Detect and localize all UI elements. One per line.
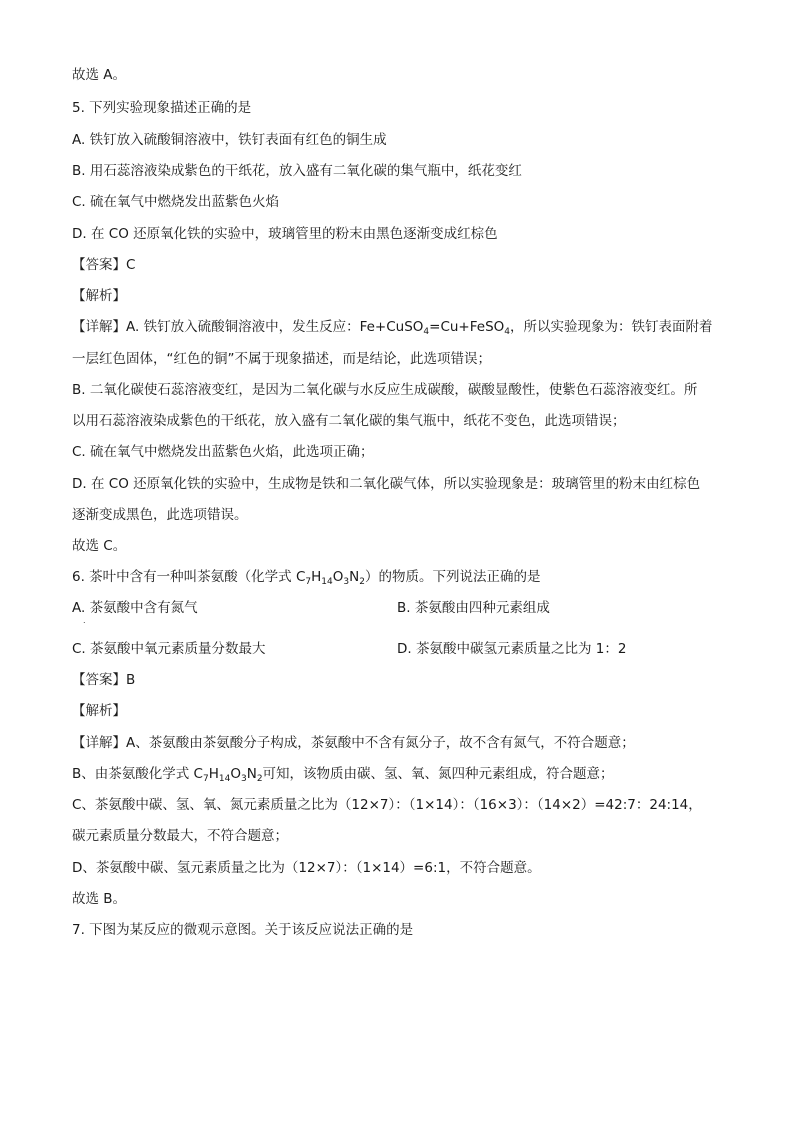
question-5-explanation-a1 [72,318,713,336]
question-6-explanation-d: D、茶氨酸中碳、氢元素质量之比为（12×7）：（1×14）=6:1，不符合题意。 [72,860,541,876]
text-segment: N [349,569,360,585]
text-segment: H [208,766,219,782]
subscript: 14 [218,774,231,784]
question-6-explanation-a: 【详解】A、茶氨酸由茶氨酸分子构成，茶氨酸中不含有氮分子，故不含有氮气，不符合题意； [72,735,635,751]
subscript: 2 [256,774,263,784]
question-6-explanation-c1: C、茶氨酸中碳、氢、氧、氮元素质量之比为（12×7）：（1×14）：（16×3）：（14×2）=42:7：24:14， [72,797,702,813]
subscript: 4 [423,327,430,337]
subscript: 3 [343,577,350,587]
stray-dot: . [83,616,86,625]
text-segment: B、由茶氨酸化学式 C [72,766,203,782]
question-6-option-a: A. 茶氨酸中含有氮气 [72,600,198,616]
text-segment: ）的物质。下列说法正确的是 [364,569,541,585]
question-6-option-c: C. 茶氨酸中氧元素质量分数最大 [72,641,266,657]
conclusion-q6: 故选 B。 [72,891,127,907]
question-5-explanation-d2: 逐渐变成黑色，此选项错误。 [72,507,248,523]
text-segment: O [332,569,344,585]
text-segment: 6. 茶叶中含有一种叫茶氨酸（化学式 C [72,569,306,585]
text-segment: 【详解】A. 铁钉放入硫酸铜溶液中，发生反应：Fe+CuSO [72,319,424,335]
question-5-option-d: D. 在 CO 还原氧化铁的实验中，玻璃管里的粉末由黑色逐渐变成红棕色 [72,226,498,242]
text-segment: 可知，该物质由碳、氢、氧、氮四种元素组成，符合题意； [262,766,614,782]
subscript: 3 [240,774,247,784]
subscript: 2 [359,577,365,587]
text-segment: O [230,766,241,782]
question-5-option-a: A. 铁钉放入硫酸铜溶液中，铁钉表面有红色的铜生成 [72,132,387,148]
question-5-analysis-heading: 【解析】 [72,288,126,304]
text-segment: N [246,766,257,782]
question-6-explanation-b [72,765,614,783]
question-6-answer: 【答案】B [72,672,136,688]
text-segment: =Cu+FeSO [429,319,505,335]
question-7-stem: 7. 下图为某反应的微观示意图。关于该反应说法正确的是 [72,922,414,938]
question-5-explanation-c: C. 硫在氧气中燃烧发出蓝紫色火焰，此选项正确； [72,444,374,460]
subscript: 4 [504,327,511,337]
question-6-analysis-heading: 【解析】 [72,703,126,719]
question-5-option-c: C. 硫在氧气中燃烧发出蓝紫色火焰 [72,194,280,210]
question-6-option-b: B. 茶氨酸由四种元素组成 [397,600,550,616]
question-5-stem: 5. 下列实验现象描述正确的是 [72,100,252,116]
question-5-answer: 【答案】C [72,257,136,273]
question-5-option-b: B. 用石蕊溶液染成紫色的干纸花，放入盛有二氧化碳的集气瓶中，纸花变红 [72,163,522,179]
question-5-explanation-d1: D. 在 CO 还原氧化铁的实验中，生成物是铁和二氧化碳气体，所以实验现象是：玻璃管里的粉末由红棕色 [72,476,701,492]
conclusion-q4: 故选 A。 [72,67,127,83]
text-segment: ，所以实验现象为：铁钉表面附着 [510,319,713,335]
question-6-explanation-c2: 碳元素质量分数最大，不符合题意； [72,828,288,844]
question-5-explanation-b2: 以用石蕊溶液染成紫色的干纸花，放入盛有二氧化碳的集气瓶中，纸花不变色，此选项错误； [72,413,626,429]
conclusion-q5: 故选 C。 [72,538,127,554]
question-6-stem [72,568,540,586]
question-6-option-d: D. 茶氨酸中碳氢元素质量之比为 1：2 [397,641,627,657]
subscript: 7 [305,577,312,587]
subscript: 7 [202,774,209,784]
question-5-explanation-b1: B. 二氧化碳使石蕊溶液变红，是因为二氧化碳与水反应生成碳酸，碳酸显酸性，使紫色石蕊溶液变红。所 [72,382,698,398]
subscript: 14 [321,577,333,587]
text-segment: H [311,569,322,585]
question-5-explanation-a2: 一层红色固体，“红色的铜”不属于现象描述，而是结论，此选项错误； [72,351,491,367]
